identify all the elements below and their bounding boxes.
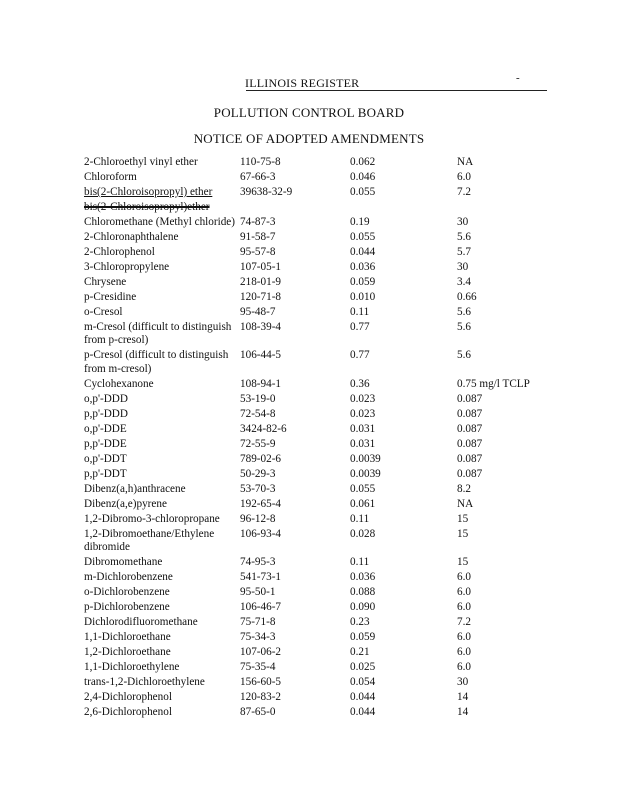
cas-number: 107-06-2: [240, 646, 282, 659]
constituent-name: 1,2-Dichloroethane: [84, 646, 171, 659]
wastewater-standard: 0.055: [350, 230, 376, 243]
nonwastewater-standard: [457, 201, 577, 216]
cas-number: 53-19-0: [240, 392, 276, 405]
table-row: [84, 631, 577, 646]
wastewater-standard: 0.031: [350, 422, 376, 435]
nonwastewater-standard: 0.75 mg/l TCLP: [457, 377, 530, 390]
table-row: [84, 261, 577, 276]
wastewater-standard: 0.028: [350, 527, 376, 540]
nonwastewater-standard: 14: [457, 706, 469, 719]
wastewater-standard: 0.77: [350, 349, 370, 362]
wastewater-standard: 0.023: [350, 392, 376, 405]
wastewater-standard: 0.11: [350, 556, 370, 569]
nonwastewater-standard: 30: [457, 676, 469, 689]
table-row: [84, 646, 577, 661]
constituent-name: Dichlorodifluoromethane: [84, 616, 198, 629]
wastewater-standard: 0.044: [350, 245, 376, 258]
table-row: [84, 349, 577, 378]
constituent-name: o-Cresol: [84, 305, 123, 318]
nonwastewater-standard: 6.0: [457, 571, 471, 584]
nonwastewater-standard: 5.6: [457, 320, 471, 333]
cas-number: 75-35-4: [240, 661, 276, 674]
table-row: [84, 276, 577, 291]
nonwastewater-standard: 5.6: [457, 305, 471, 318]
constituent-name: 2-Chloronaphthalene: [84, 230, 179, 243]
constituent-name: 2-Chloroethyl vinyl ether: [84, 156, 198, 168]
wastewater-standard: 0.36: [350, 377, 370, 390]
constituent-name: p,p'-DDD: [84, 407, 128, 420]
table-row: [84, 408, 577, 423]
cas-number: 106-93-4: [240, 527, 282, 540]
constituent-name: Cyclohexanone: [84, 377, 154, 390]
table-row: [84, 586, 577, 601]
cas-number: 72-55-9: [240, 437, 276, 450]
cas-number: 107-05-1: [240, 260, 282, 273]
constituent-name: p-Cresol (difficult to distinguish from m-cresol): [84, 349, 229, 375]
table-row: [84, 483, 577, 498]
nonwastewater-standard: 0.087: [457, 437, 483, 450]
nonwastewater-standard: 0.087: [457, 392, 483, 405]
constituent-name: m-Dichlorobenzene: [84, 571, 173, 584]
wastewater-standard: 0.054: [350, 676, 376, 689]
constituent-name: 1,2-Dibromo-3-chloropropane: [84, 512, 220, 525]
cas-number: 120-83-2: [240, 691, 282, 704]
nonwastewater-standard: 15: [457, 512, 469, 525]
table-row: [84, 571, 577, 586]
table-row: [84, 378, 577, 393]
table-row: [84, 423, 577, 438]
wastewater-standard: 0.036: [350, 571, 376, 584]
cas-number: 91-58-7: [240, 230, 276, 243]
constituent-name: Chloromethane (Methyl chloride): [84, 215, 235, 228]
nonwastewater-standard: 0.66: [457, 290, 477, 303]
wastewater-standard: 0.010: [350, 290, 376, 303]
table-row: [84, 661, 577, 676]
wastewater-standard: 0.044: [350, 691, 376, 704]
nonwastewater-standard: 6.0: [457, 646, 471, 659]
nonwastewater-standard: 15: [457, 527, 469, 540]
table-row: [84, 601, 577, 616]
cas-number: 53-70-3: [240, 482, 276, 495]
nonwastewater-standard: 14: [457, 691, 469, 704]
cas-number: 50-29-3: [240, 467, 276, 480]
cas-number: 110-75-8: [240, 156, 281, 168]
wastewater-standard: 0.023: [350, 407, 376, 420]
board-title: POLLUTION CONTROL BOARD: [213, 105, 405, 120]
constituent-name: p-Cresidine: [84, 290, 137, 303]
nonwastewater-standard: 15: [457, 556, 469, 569]
constituent-name: 1,1-Dichloroethane: [84, 631, 171, 644]
table-row: [84, 171, 577, 186]
cas-number: 67-66-3: [240, 170, 276, 183]
table-row: [84, 438, 577, 453]
constituent-name: o,p'-DDD: [84, 392, 128, 405]
cas-number: 39638-32-9: [240, 185, 293, 198]
nonwastewater-standard: 6.0: [457, 661, 471, 674]
constituent-name: bis(2-Chloroisopropyl) ether: [84, 185, 213, 198]
nonwastewater-standard: NA: [457, 497, 474, 510]
nonwastewater-standard: 0.087: [457, 407, 483, 420]
nonwastewater-standard: 6.0: [457, 601, 471, 614]
wastewater-standard: 0.059: [350, 275, 376, 288]
constituent-name: 3-Chloropropylene: [84, 260, 170, 273]
notice-title: NOTICE OF ADOPTED AMENDMENTS: [193, 131, 425, 146]
table-row: [84, 393, 577, 408]
wastewater-standard: 0.055: [350, 482, 376, 495]
nonwastewater-standard: 5.6: [457, 349, 471, 362]
nonwastewater-standard: 30: [457, 260, 469, 273]
constituent-name: Chloroform: [84, 170, 137, 183]
wastewater-standard: 0.088: [350, 586, 376, 599]
cas-number: 75-71-8: [240, 616, 276, 629]
wastewater-standard: 0.21: [350, 646, 370, 659]
wastewater-standard: 0.046: [350, 170, 376, 183]
cas-number: 75-34-3: [240, 631, 276, 644]
nonwastewater-standard: 6.0: [457, 170, 471, 183]
cas-number: 541-73-1: [240, 571, 282, 584]
cas-number: 106-46-7: [240, 601, 282, 614]
cas-number: [240, 201, 350, 216]
cas-number: 87-65-0: [240, 706, 276, 719]
nonwastewater-standard: 6.0: [457, 586, 471, 599]
constituent-name: p,p'-DDT: [84, 467, 127, 480]
wastewater-standard: 0.11: [350, 512, 370, 525]
constituent-name: Dibromomethane: [84, 556, 163, 569]
table-row: [84, 306, 577, 321]
constituent-name: 2,6-Dichlorophenol: [84, 706, 172, 719]
table-row: [84, 453, 577, 468]
nonwastewater-standard: 7.2: [457, 616, 471, 629]
cas-number: 96-12-8: [240, 512, 276, 525]
constituent-name: trans-1,2-Dichloroethylene: [84, 676, 205, 689]
nonwastewater-standard: 30: [457, 215, 469, 228]
table-row: [84, 676, 577, 691]
wastewater-standard: 0.77: [350, 320, 370, 333]
constituent-name: 2,4-Dichlorophenol: [84, 691, 172, 704]
cas-number: 192-65-4: [240, 497, 282, 510]
cas-number: 95-48-7: [240, 305, 276, 318]
table-row: [84, 498, 577, 513]
nonwastewater-standard: 6.0: [457, 631, 471, 644]
nonwastewater-standard: 5.6: [457, 230, 471, 243]
nonwastewater-standard: 8.2: [457, 482, 471, 495]
nonwastewater-standard: 0.087: [457, 422, 483, 435]
cas-number: 106-44-5: [240, 349, 282, 362]
constituent-table: [84, 156, 577, 721]
wastewater-standard: 0.059: [350, 631, 376, 644]
cas-number: 156-60-5: [240, 676, 282, 689]
cas-number: 120-71-8: [240, 290, 282, 303]
table-row: [84, 691, 577, 706]
constituent-name: 1,1-Dichloroethylene: [84, 661, 180, 674]
register-title: ILLINOIS REGISTER: [245, 76, 360, 90]
table-row: [84, 246, 577, 261]
wastewater-standard: 0.055: [350, 185, 376, 198]
constituent-name: Dibenz(a,e)pyrene: [84, 497, 167, 510]
wastewater-standard: 0.0039: [350, 452, 381, 465]
cas-number: 108-39-4: [240, 320, 282, 333]
wastewater-standard: 0.090: [350, 601, 376, 614]
wastewater-standard: 0.0039: [350, 467, 381, 480]
register-header: [245, 76, 545, 91]
header-rule: [246, 90, 547, 91]
constituent-name: o-Dichlorobenzene: [84, 586, 170, 599]
cas-number: 74-95-3: [240, 556, 276, 569]
cas-number: 72-54-8: [240, 407, 276, 420]
cas-number: 789-02-6: [240, 452, 282, 465]
nonwastewater-standard: 3.4: [457, 275, 471, 288]
constituent-name: p-Dichlorobenzene: [84, 601, 170, 614]
wastewater-standard: 0.11: [350, 305, 370, 318]
wastewater-standard: [350, 201, 457, 216]
nonwastewater-standard: 5.7: [457, 245, 471, 258]
constituent-name: 1,2-Dibromoethane/Ethylene dibromide: [84, 527, 215, 554]
constituent-name: o,p'-DDT: [84, 452, 127, 465]
cas-number: 95-57-8: [240, 245, 276, 258]
wastewater-standard: 0.025: [350, 661, 376, 674]
nonwastewater-standard: 0.087: [457, 452, 483, 465]
table-row: [84, 231, 577, 246]
wastewater-standard: 0.23: [350, 616, 370, 629]
table-row: [84, 706, 577, 721]
wastewater-standard: 0.061: [350, 497, 376, 510]
wastewater-standard: 0.031: [350, 437, 376, 450]
cas-number: 218-01-9: [240, 275, 282, 288]
constituent-name: bis(2-Chloroisopropyl)ether: [84, 200, 210, 213]
table-row: [84, 156, 577, 171]
nonwastewater-standard: 7.2: [457, 185, 471, 198]
constituent-name: Dibenz(a,h)anthracene: [84, 482, 186, 495]
table-row: [84, 321, 577, 350]
table-row: [84, 186, 577, 201]
nonwastewater-standard: 0.087: [457, 467, 483, 480]
constituent-name: m-Cresol (difficult to distinguish from p-cresol): [84, 320, 232, 347]
cas-number: 74-87-3: [240, 215, 276, 228]
table-row: [84, 556, 577, 571]
table-row: [84, 216, 577, 231]
table-row: [84, 616, 577, 631]
wastewater-standard: 0.062: [350, 156, 376, 168]
table-row: [84, 513, 577, 528]
constituent-name: Chrysene: [84, 275, 127, 288]
constituent-name: o,p'-DDE: [84, 422, 127, 435]
constituent-name: p,p'-DDE: [84, 437, 127, 450]
table-row: [84, 528, 577, 557]
cas-number: 95-50-1: [240, 586, 276, 599]
wastewater-standard: 0.19: [350, 215, 370, 228]
table-row: [84, 291, 577, 306]
cas-number: 3424-82-6: [240, 422, 287, 435]
table-row: [84, 468, 577, 483]
corner-mark: -: [516, 72, 520, 84]
wastewater-standard: 0.044: [350, 706, 376, 719]
wastewater-standard: 0.036: [350, 260, 376, 273]
cas-number: 108-94-1: [240, 377, 282, 390]
nonwastewater-standard: NA: [457, 156, 474, 168]
constituent-name: 2-Chlorophenol: [84, 245, 155, 258]
table-row: [84, 201, 577, 216]
